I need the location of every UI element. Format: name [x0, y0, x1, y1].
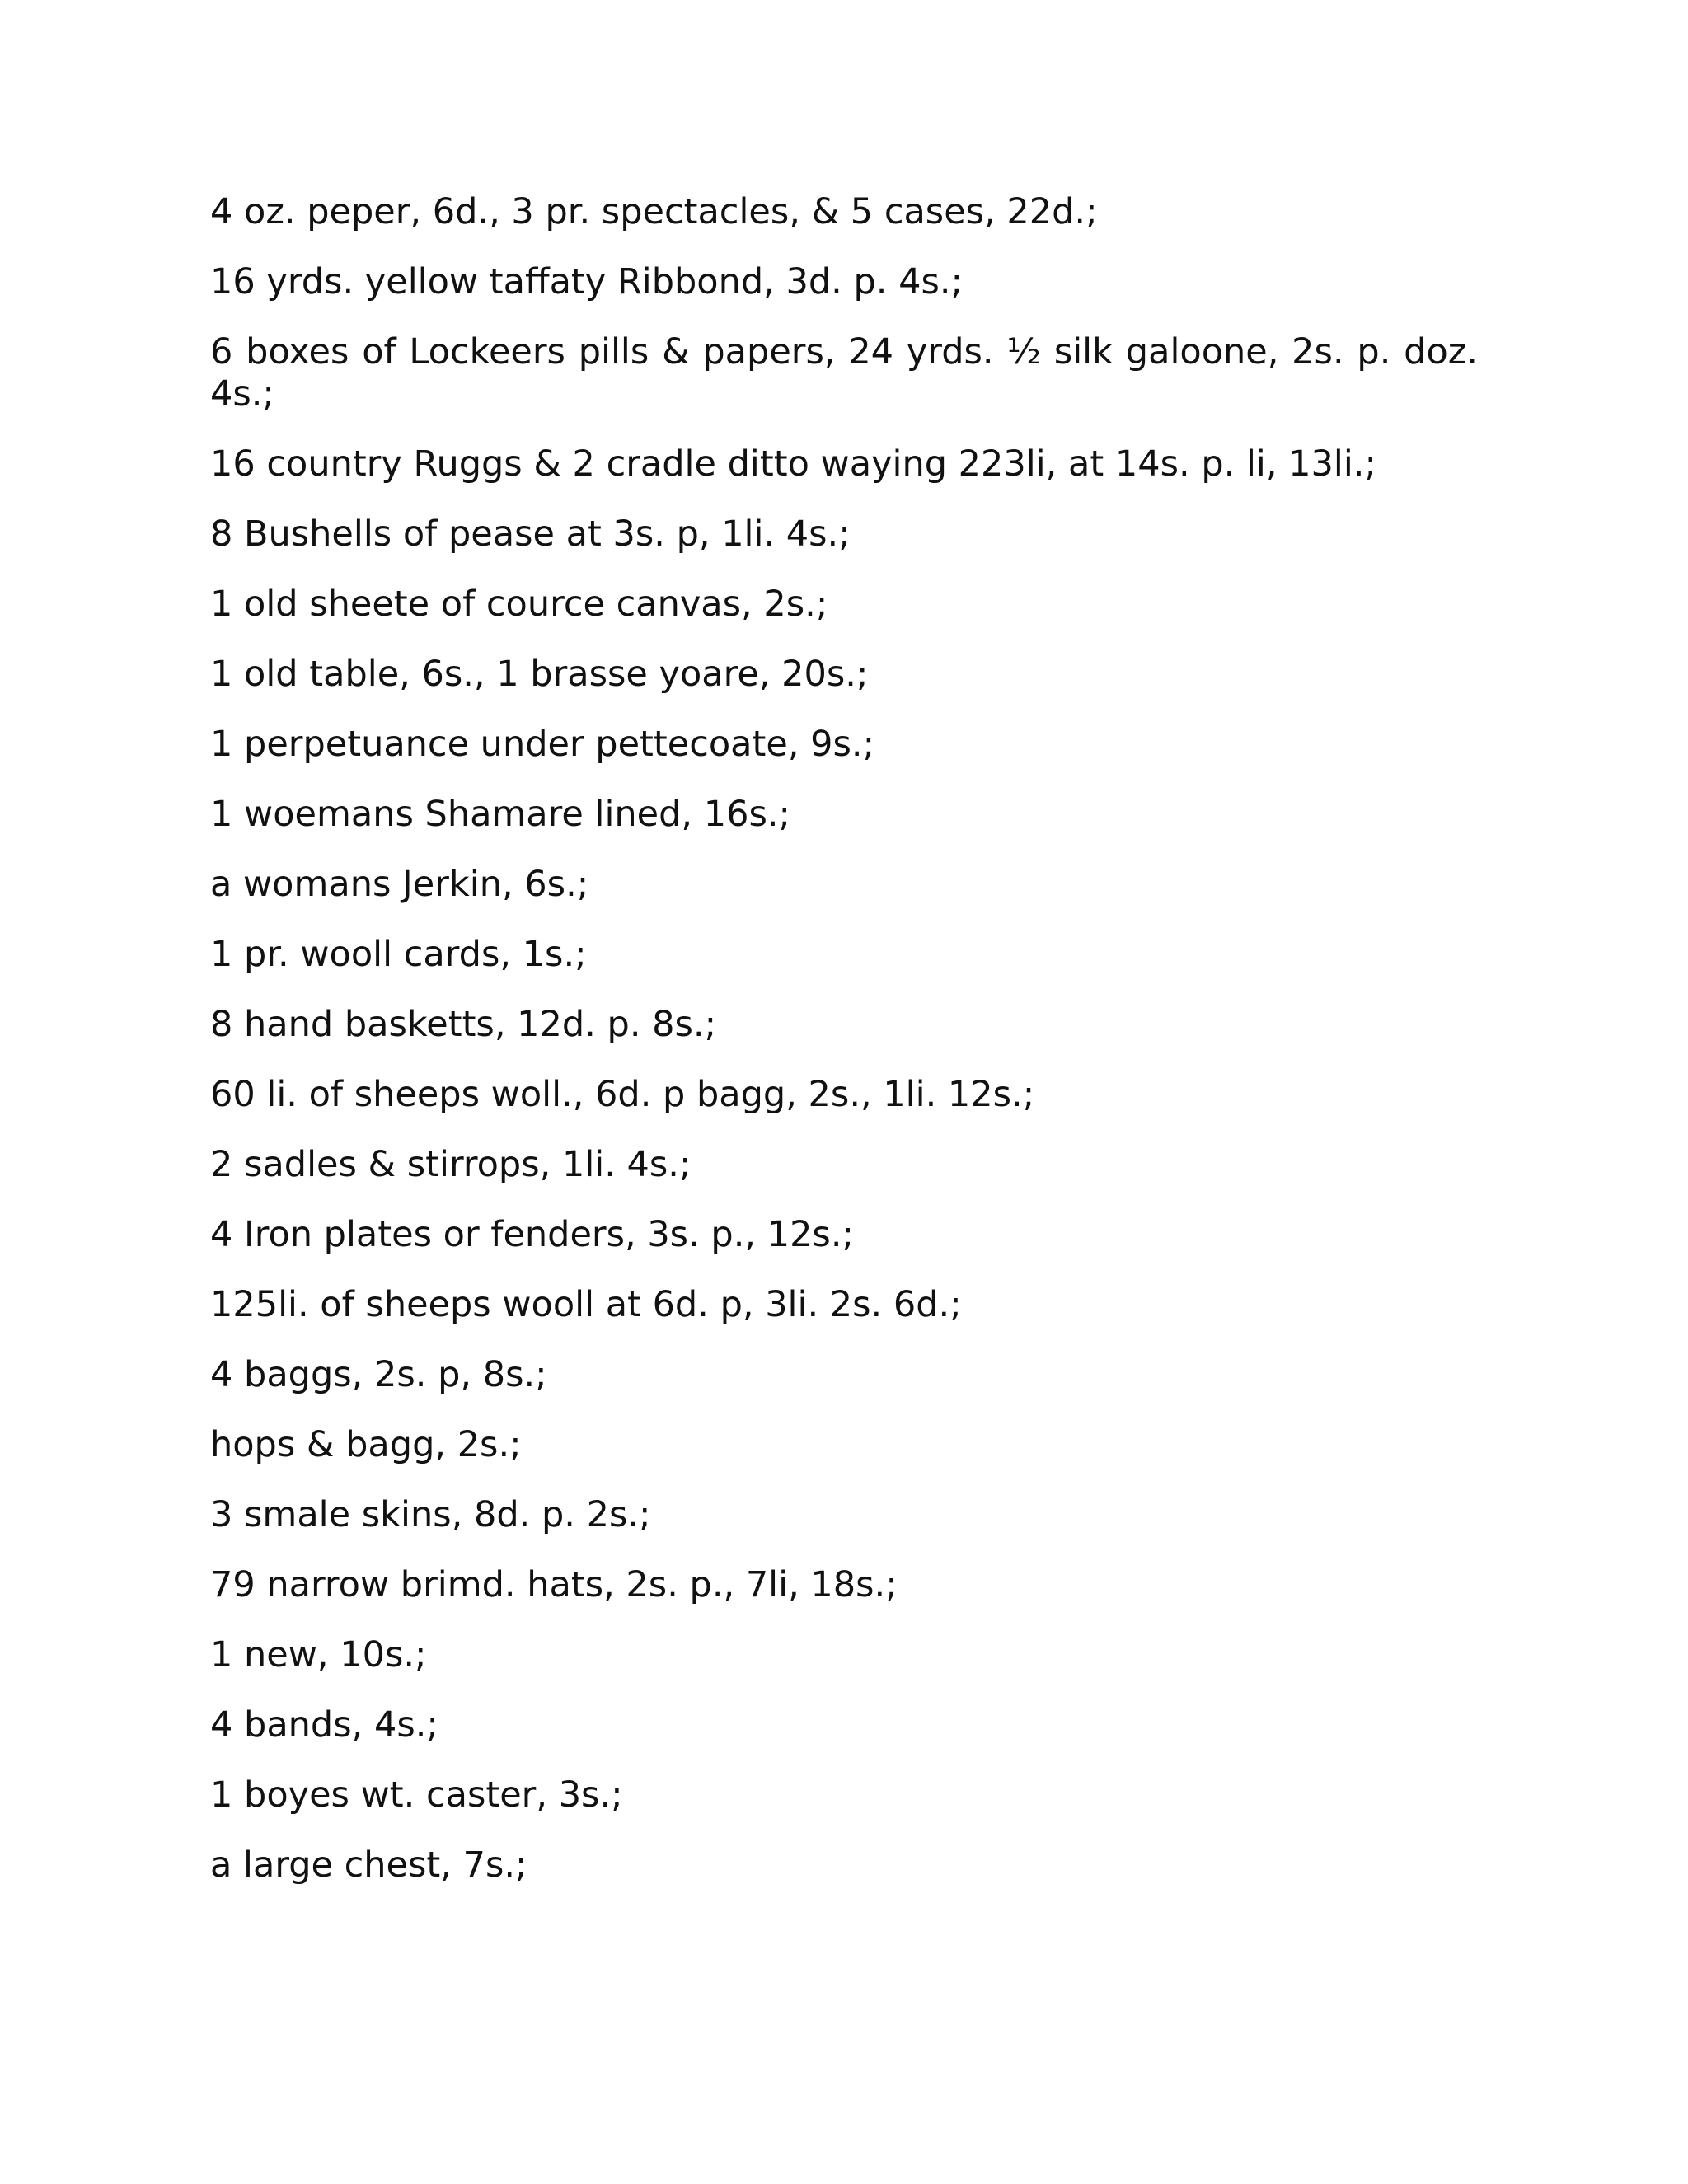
- list-item: 4 oz. peper, 6d., 3 pr. spectacles, & 5 cases, 22d.;: [210, 191, 1098, 232]
- list-item: 1 pr. wooll cards, 1s.;: [210, 934, 587, 975]
- list-item: 79 narrow brimd. hats, 2s. p., 7li, 18s.;: [210, 1564, 898, 1605]
- list-item: 3 smale skins, 8d. p. 2s.;: [210, 1494, 651, 1535]
- list-item: hops & bagg, 2s.;: [210, 1424, 522, 1465]
- list-item: 16 country Ruggs & 2 cradle ditto waying 223li, at 14s. p. li, 13li.;: [210, 443, 1376, 485]
- list-item: 60 li. of sheeps woll., 6d. p bagg, 2s., 1li. 12s.;: [210, 1074, 1035, 1115]
- list-item: 8 Bushells of pease at 3s. p, 1li. 4s.;: [210, 513, 851, 555]
- list-item: 1 perpetuance under pettecoate, 9s.;: [210, 724, 875, 765]
- list-item: a large chest, 7s.;: [210, 1844, 528, 1886]
- list-item: 6 boxes of Lockeers pills & papers, 24 yrds. ½ silk galoone, 2s. p. doz. 4s.;: [210, 331, 1478, 415]
- list-item: 4 bands, 4s.;: [210, 1704, 438, 1746]
- list-item: 1 new, 10s.;: [210, 1634, 427, 1675]
- list-item: 1 old table, 6s., 1 brasse yoare, 20s.;: [210, 654, 869, 695]
- list-item: 1 old sheete of cource canvas, 2s.;: [210, 583, 828, 625]
- list-item: 2 sadles & stirrops, 1li. 4s.;: [210, 1144, 692, 1185]
- list-item: 1 boyes wt. caster, 3s.;: [210, 1774, 623, 1816]
- list-item: 125li. of sheeps wooll at 6d. p, 3li. 2s. 6d.;: [210, 1284, 962, 1325]
- list-item: 1 woemans Shamare lined, 16s.;: [210, 794, 791, 835]
- inventory-list: [210, 191, 1478, 1915]
- list-item: 8 hand basketts, 12d. p. 8s.;: [210, 1004, 717, 1045]
- list-item: 4 baggs, 2s. p, 8s.;: [210, 1354, 547, 1395]
- list-item: 16 yrds. yellow taffaty Ribbond, 3d. p. 4s.;: [210, 261, 964, 302]
- list-item: a womans Jerkin, 6s.;: [210, 864, 589, 905]
- list-item: 4 Iron plates or fenders, 3s. p., 12s.;: [210, 1214, 854, 1255]
